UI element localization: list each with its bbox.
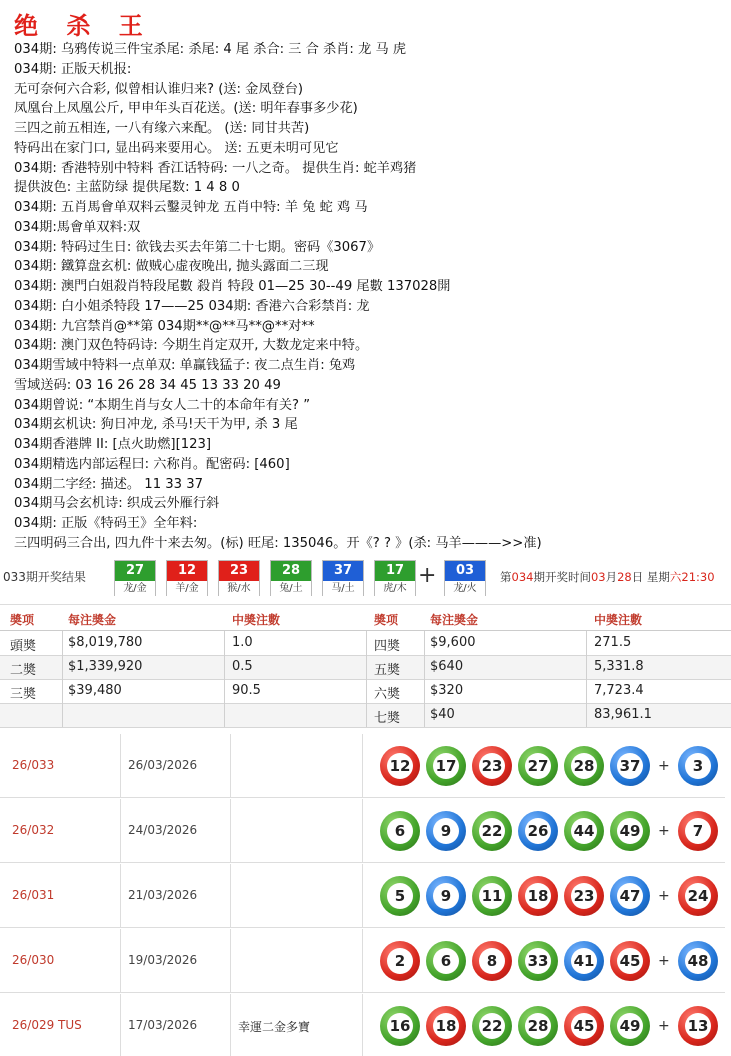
prize-tier-cell: 六奬 — [374, 687, 401, 702]
header-prize-amount: 每注奬金 — [68, 613, 117, 627]
history-ball-number: 47 — [617, 883, 643, 909]
prediction-line: 凤凰台上凤凰公斤, 甲申年头百花送。(送: 明年春事多少花) — [14, 101, 358, 117]
prize-amount-cell: $8,019,780 — [68, 635, 143, 650]
history-ball-number: 23 — [571, 883, 597, 909]
prize-tier-cell: 三奬 — [10, 687, 37, 702]
history-ball — [380, 941, 420, 981]
history-special-ball — [678, 941, 718, 981]
history-ball — [518, 811, 558, 851]
prediction-line: 034期: 白小姐杀特段 17——25 034期: 香港六合彩禁肖: 龙 — [14, 298, 370, 314]
prediction-text-block — [14, 40, 726, 554]
special-ball-box — [444, 560, 486, 596]
prediction-line: 三四之前五相连, 一八有缘六来配。 (送: 同甘共苦) — [14, 121, 310, 136]
draw-result-bar — [0, 558, 731, 598]
history-ball-number: 26 — [525, 818, 551, 844]
special-ball-number: 03 — [445, 561, 485, 581]
winners-cell: 271.5 — [594, 635, 632, 650]
draw-result-label: 033期开奖结果 — [3, 570, 86, 584]
history-special-ball — [678, 1006, 718, 1046]
history-ball-number: 45 — [571, 1013, 597, 1039]
prize-amount-cell: $1,339,920 — [68, 659, 143, 674]
next-draw-info — [500, 569, 715, 585]
prize-table-header — [0, 605, 731, 631]
plus-icon: + — [658, 888, 670, 904]
history-ball-number: 2 — [387, 948, 413, 974]
prediction-line: 无可奈何六合彩, 似曾相认谁归来? (送: 金凤登台) — [14, 81, 304, 97]
draw-ball-box — [218, 560, 260, 596]
prediction-line: 034期香港牌 II: [点火助燃][123] — [14, 437, 212, 452]
header-prize-tier-2: 奬项 — [374, 613, 399, 627]
prediction-line: 034期曾说: “本期生肖与女人二十的本命年有关? ” — [14, 397, 311, 413]
draw-ball-box — [166, 560, 208, 596]
prediction-line: 034期: 正版《特码王》全年料: — [14, 516, 198, 531]
draw-day: 28 — [617, 570, 632, 584]
header-prize-tier: 奬项 — [10, 613, 35, 627]
prediction-line: 034期: 特码过生日: 欲钱去买去年第二十七期。密码《3067》 — [14, 239, 381, 255]
winners-cell: 5,331.8 — [594, 659, 644, 674]
plus-icon: + — [658, 758, 670, 774]
history-ball-number: 28 — [525, 1013, 551, 1039]
history-ball-number: 8 — [479, 948, 505, 974]
draw-info-mid: 期开奖时间 — [533, 570, 591, 584]
draw-weekday: 六 — [669, 570, 682, 584]
draw-ball-zodiac: 虎/木 — [375, 581, 415, 596]
history-issue: 26/032 — [12, 823, 55, 837]
history-ball-number: 12 — [387, 753, 413, 779]
winners-cell: 1.0 — [232, 635, 253, 650]
draw-ball-box — [374, 560, 416, 596]
history-special-number: 3 — [685, 753, 711, 779]
history-ball-number: 11 — [479, 883, 505, 909]
prize-tier-cell: 頭奬 — [10, 639, 37, 654]
history-ball-number: 18 — [433, 1013, 459, 1039]
history-ball-number: 49 — [617, 818, 643, 844]
page-title: 绝 杀 王 — [14, 11, 153, 40]
prize-tier-cell: 二奬 — [10, 663, 37, 678]
winners-cell: 90.5 — [232, 683, 261, 698]
prediction-line: 提供波色: 主蓝防绿 提供尾数: 1 4 8 0 — [14, 180, 240, 196]
history-ball-number: 28 — [571, 753, 597, 779]
history-ball-number: 9 — [433, 883, 459, 909]
prediction-line: 三四明码三合出, 四九件十来去匆。(标) 旺尾: 135046。开《? ? 》(杀: 马羊———>>准) — [14, 535, 542, 551]
draw-month-label: 月 — [605, 570, 618, 584]
history-ball — [564, 1006, 604, 1046]
history-special-number: 48 — [685, 948, 711, 974]
draw-ball-zodiac: 兔/土 — [271, 581, 311, 596]
history-date: 17/03/2026 — [128, 1018, 198, 1032]
prediction-line: 特码出在家门口, 显出码来要用心。 送: 五更未明可见它 — [14, 140, 339, 156]
history-ball-number: 44 — [571, 818, 597, 844]
next-issue-number: 034 — [511, 570, 534, 584]
history-special-ball — [678, 811, 718, 851]
winners-cell: 0.5 — [232, 659, 253, 674]
draw-ball-number: 37 — [323, 561, 363, 581]
history-ball — [518, 1006, 558, 1046]
history-ball — [426, 876, 466, 916]
plus-icon: + — [418, 563, 437, 588]
history-ball-number: 27 — [525, 753, 551, 779]
history-ball-number: 18 — [525, 883, 551, 909]
winners-cell: 7,723.4 — [594, 683, 644, 698]
draw-ball-zodiac: 龙/金 — [115, 581, 155, 596]
draw-ball-number: 28 — [271, 561, 311, 581]
header-winners-2: 中奬注數 — [594, 613, 643, 627]
history-ball — [426, 811, 466, 851]
plus-icon: + — [658, 823, 670, 839]
history-ball — [380, 746, 420, 786]
history-ball — [426, 746, 466, 786]
history-special-number: 7 — [685, 818, 711, 844]
history-ball — [564, 811, 604, 851]
prediction-line: 雪域送码: 03 16 26 28 34 45 13 33 20 49 — [14, 377, 281, 393]
history-date: 21/03/2026 — [128, 888, 198, 902]
draw-day-label: 日 星期 — [631, 570, 670, 584]
history-ball — [380, 876, 420, 916]
draw-ball-number: 17 — [375, 561, 415, 581]
history-row — [0, 734, 725, 798]
prediction-line: 034期精选内部运程曰: 六称肖。配密码: [460] — [14, 456, 290, 472]
draw-ball-zodiac: 羊/金 — [167, 581, 207, 596]
history-ball — [518, 876, 558, 916]
history-issue: 26/029 TUS — [12, 1018, 82, 1032]
history-ball-number: 17 — [433, 753, 459, 779]
history-ball — [610, 1006, 650, 1046]
history-special-ball — [678, 746, 718, 786]
draw-ball-box — [322, 560, 364, 596]
history-issue: 26/033 — [12, 758, 55, 772]
prize-amount-cell: $9,600 — [430, 635, 476, 650]
history-ball-number: 49 — [617, 1013, 643, 1039]
prize-amount-cell: $320 — [430, 683, 464, 698]
prize-amount-cell: $640 — [430, 659, 464, 674]
prize-tier-cell: 五奬 — [374, 663, 401, 678]
special-ball-zodiac: 龙/火 — [445, 581, 485, 596]
prediction-line: 034期: 九宫禁肖@**第 034期**@**马**@**对** — [14, 318, 315, 334]
history-row — [0, 799, 725, 863]
prize-table — [0, 604, 731, 728]
history-ball — [610, 876, 650, 916]
prediction-line: 034期:馬會单双料:双 — [14, 219, 141, 235]
history-date: 26/03/2026 — [128, 758, 198, 772]
history-special-number: 13 — [685, 1013, 711, 1039]
history-ball — [472, 746, 512, 786]
history-ball — [472, 941, 512, 981]
draw-ball-number: 23 — [219, 561, 259, 581]
history-date: 24/03/2026 — [128, 823, 198, 837]
draw-month: 03 — [590, 570, 606, 584]
history-row — [0, 994, 725, 1056]
prediction-line: 034期玄机诀: 狗日冲龙, 杀马!天干为甲, 杀 3 尾 — [14, 417, 298, 433]
prediction-line: 034期雪域中特料一点单双: 单赢钱猛子: 夜二点生肖: 兔鸡 — [14, 358, 356, 373]
history-ball — [564, 941, 604, 981]
prediction-line: 034期: 澳門白姐殺肖特段尾數 殺肖 特段 01—25 30--49 尾數 137028開 — [14, 279, 451, 294]
prediction-line: 034期: 乌鸦传说三件宝杀尾: 杀尾: 4 尾 杀合: 三 合 杀肖: 龙 马 虎 — [14, 42, 407, 57]
history-ball — [610, 941, 650, 981]
history-note: 幸運二金多寶 — [238, 1020, 311, 1034]
history-ball-number: 33 — [525, 948, 551, 974]
history-ball — [380, 1006, 420, 1046]
plus-icon: + — [658, 1018, 670, 1034]
history-ball-number: 5 — [387, 883, 413, 909]
prediction-line: 034期: 正版天机报: — [14, 61, 132, 77]
history-ball — [472, 811, 512, 851]
history-ball-number: 9 — [433, 818, 459, 844]
history-ball-number: 45 — [617, 948, 643, 974]
history-ball — [518, 746, 558, 786]
history-ball-number: 16 — [387, 1013, 413, 1039]
history-ball — [472, 876, 512, 916]
draw-ball-number: 27 — [115, 561, 155, 581]
history-ball — [564, 746, 604, 786]
history-ball-number: 6 — [433, 948, 459, 974]
history-ball — [380, 811, 420, 851]
history-ball-number: 37 — [617, 753, 643, 779]
draw-ball-number: 12 — [167, 561, 207, 581]
prediction-line: 034期: 五肖馬會单双料云鑿灵钟龙 五肖中特: 羊 兔 蛇 鸡 马 — [14, 200, 368, 215]
prediction-line: 034期: 鐵算盘玄机: 做贼心虚夜晚出, 抛头露面二三现 — [14, 259, 329, 275]
history-ball-number: 23 — [479, 753, 505, 779]
prediction-line: 034期二字经: 描述。 11 33 37 — [14, 476, 204, 492]
prize-amount-cell: $40 — [430, 707, 455, 722]
history-issue: 26/030 — [12, 953, 55, 967]
history-special-ball — [678, 876, 718, 916]
history-ball-number: 6 — [387, 818, 413, 844]
prediction-line: 034期马会玄机诗: 织成云外雁行斜 — [14, 496, 220, 512]
history-ball — [426, 1006, 466, 1046]
prize-tier-cell: 四奬 — [374, 639, 401, 654]
header-winners: 中奬注數 — [232, 613, 281, 627]
history-row — [0, 929, 725, 993]
header-prize-amount-2: 每注奬金 — [430, 613, 479, 627]
history-special-number: 24 — [685, 883, 711, 909]
history-ball — [426, 941, 466, 981]
prize-tier-cell: 七奬 — [374, 711, 401, 726]
history-ball — [518, 941, 558, 981]
draw-ball-zodiac: 马/土 — [323, 581, 363, 596]
history-ball — [564, 876, 604, 916]
history-ball-number: 22 — [479, 1013, 505, 1039]
draw-ball-box — [270, 560, 312, 596]
winners-cell: 83,961.1 — [594, 707, 652, 722]
history-ball — [610, 811, 650, 851]
draw-history-list — [0, 734, 731, 1056]
history-issue: 26/031 — [12, 888, 55, 902]
history-row — [0, 864, 725, 928]
history-ball — [472, 1006, 512, 1046]
plus-icon: + — [658, 953, 670, 969]
prediction-line: 034期: 香港特别中特料 香江话特码: 一八之奇。 提供生肖: 蛇羊鸡猪 — [14, 160, 417, 176]
draw-ball-box — [114, 560, 156, 596]
history-ball — [610, 746, 650, 786]
prediction-line: 034期: 澳门双色特码诗: 今期生肖定双开, 大数龙定来中特。 — [14, 338, 369, 354]
history-ball-number: 22 — [479, 818, 505, 844]
history-ball-number: 41 — [571, 948, 597, 974]
prize-amount-cell: $39,480 — [68, 683, 122, 698]
draw-info-prefix: 第 — [500, 570, 512, 584]
draw-ball-zodiac: 猴/水 — [219, 581, 259, 596]
history-date: 19/03/2026 — [128, 953, 198, 967]
draw-time: 21:30 — [681, 570, 715, 584]
